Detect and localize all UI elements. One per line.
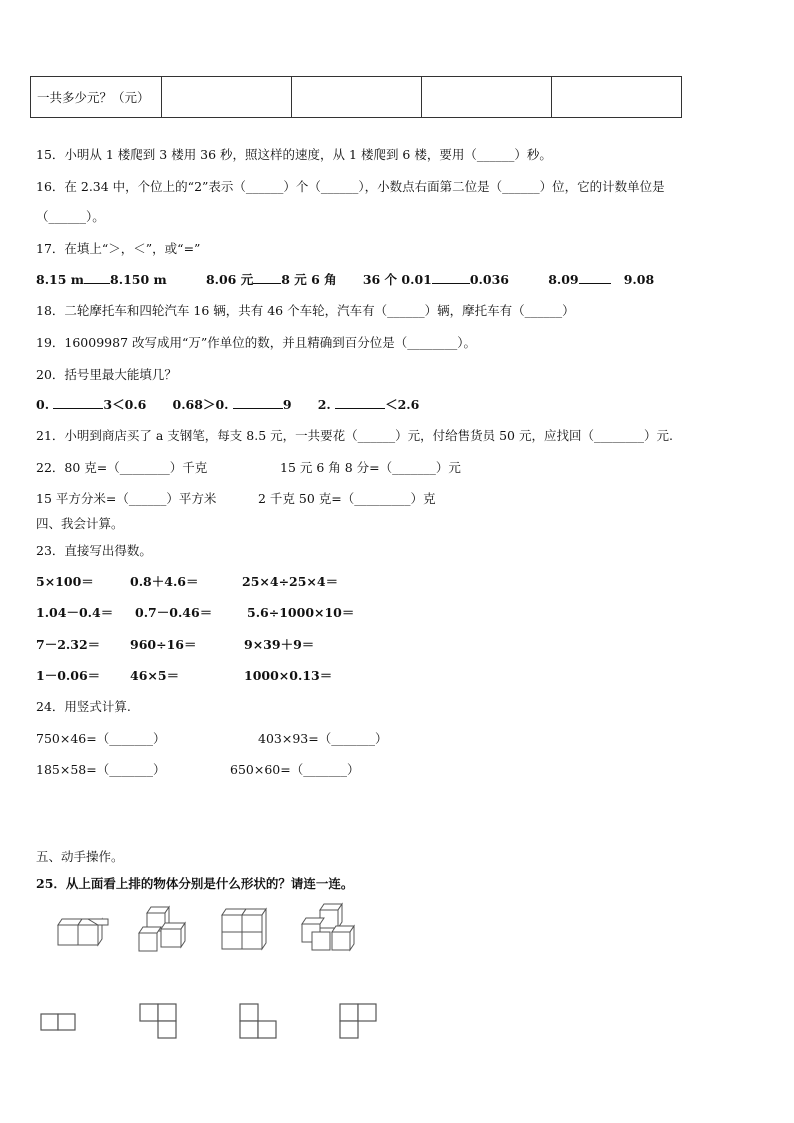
compare-left: 8.09 xyxy=(548,272,579,287)
calc-item: 0.7－0.46＝ xyxy=(135,605,213,620)
fill-suffix: 3＜0.6 xyxy=(103,397,147,412)
top-view-3[interactable] xyxy=(238,1002,280,1042)
vertical-calc: 750×46=（_______） xyxy=(36,731,166,746)
question-22c: 15 平方分米=（______）平方米 xyxy=(36,491,217,506)
fill-prefix: 2. xyxy=(317,397,331,412)
question-23: 23．直接写出得数。 xyxy=(36,543,152,558)
question-16-cont: （______）。 xyxy=(36,209,105,224)
table-cell[interactable] xyxy=(422,77,552,118)
answer-blank[interactable] xyxy=(335,396,385,409)
question-24: 24．用竖式计算. xyxy=(36,699,131,714)
question-22b: 15 元 6 角 8 分=（_______）元 xyxy=(280,460,461,475)
top-view-1[interactable] xyxy=(40,1012,80,1034)
answer-blank[interactable] xyxy=(84,271,110,284)
question-22d: 2 千克 50 克=（_________）克 xyxy=(258,491,436,506)
top-view-2[interactable] xyxy=(138,1002,180,1042)
table-cell[interactable] xyxy=(162,77,292,118)
question-20: 20．括号里最大能填几？ xyxy=(36,367,177,382)
calc-item: 0.8＋4.6＝ xyxy=(130,574,199,589)
answer-blank[interactable] xyxy=(253,271,281,284)
compare-right: 8 元 6 角 xyxy=(281,272,337,287)
table-cell[interactable] xyxy=(552,77,682,118)
answer-blank[interactable] xyxy=(53,396,103,409)
vertical-calc: 185×58=（_______） xyxy=(36,762,166,777)
cube-figure-3[interactable] xyxy=(220,905,272,953)
calc-item: 25×4÷25×4＝ xyxy=(242,574,339,589)
calc-item: 1000×0.13＝ xyxy=(244,668,333,683)
fill-prefix: 0. xyxy=(36,397,50,412)
calc-item: 1.04－0.4＝ xyxy=(36,605,114,620)
compare-left: 8.15 m xyxy=(36,272,85,287)
compare-left: 8.06 元 xyxy=(205,272,254,287)
fill-prefix: 0.68＞0. xyxy=(172,397,229,412)
answer-blank[interactable] xyxy=(233,396,283,409)
question-22a: 22．80 克=（________）千克 xyxy=(36,460,208,475)
section-4-heading: 四、我会计算。 xyxy=(36,516,124,531)
question-15: 15．小明从 1 楼爬到 3 楼用 36 秒，照这样的速度，从 1 楼爬到 6 楼，要用（______）秒。 xyxy=(36,147,552,162)
answer-blank[interactable] xyxy=(432,271,470,284)
calc-item: 7－2.32＝ xyxy=(36,637,101,652)
answer-blank[interactable] xyxy=(579,271,611,284)
table-cell[interactable] xyxy=(292,77,422,118)
compare-right: 0.036 xyxy=(469,272,510,287)
cube-figure-2[interactable] xyxy=(135,905,195,955)
fill-suffix: 9 xyxy=(282,397,292,412)
calc-item: 9×39＋9＝ xyxy=(244,637,315,652)
section-5-heading: 五、动手操作。 xyxy=(36,849,124,864)
cube-figure-1[interactable] xyxy=(50,905,110,955)
compare-right: 9.08 xyxy=(623,272,655,287)
question-16: 16．在 2.34 中，个位上的“2”表示（______）个（______），小数点右面第二位是（______）位，它的计数单位是 xyxy=(36,179,665,194)
question-17: 17．在填上“＞，＜”，或“=” xyxy=(36,241,201,256)
question-18: 18．二轮摩托车和四轮汽车 16 辆，共有 46 个车轮，汽车有（______）辆，摩托车有（______） xyxy=(36,303,575,318)
calc-item: 5.6÷1000×10＝ xyxy=(247,605,355,620)
cube-figure-4[interactable] xyxy=(298,900,358,958)
question-19: 19．16009987 改写成用“万”作单位的数，并且精确到百分位是（________）。 xyxy=(36,335,477,350)
question-17-items xyxy=(36,271,654,289)
answer-table xyxy=(30,76,682,118)
vertical-calc: 403×93=（_______） xyxy=(258,731,388,746)
fill-suffix: ＜2.6 xyxy=(385,397,420,412)
calc-item: 1－0.06＝ xyxy=(36,668,101,683)
calc-item: 5×100＝ xyxy=(36,574,94,589)
question-25: 25．从上面看上排的物体分别是什么形状的？请连一连。 xyxy=(36,876,354,891)
question-20-items xyxy=(36,396,419,414)
calc-item: 960÷16＝ xyxy=(130,637,197,652)
top-view-4[interactable] xyxy=(338,1002,380,1042)
compare-right: 8.150 m xyxy=(110,272,167,287)
vertical-calc: 650×60=（_______） xyxy=(230,762,360,777)
calc-item: 46×5＝ xyxy=(130,668,180,683)
compare-left: 36 个 0.01 xyxy=(362,272,432,287)
question-21: 21．小明到商店买了 a 支钢笔，每支 8.5 元，一共要花（______）元，付给售货员 50 元，应找回（________）元. xyxy=(36,428,673,443)
table-label: 一共多少元？（元） xyxy=(31,77,162,118)
